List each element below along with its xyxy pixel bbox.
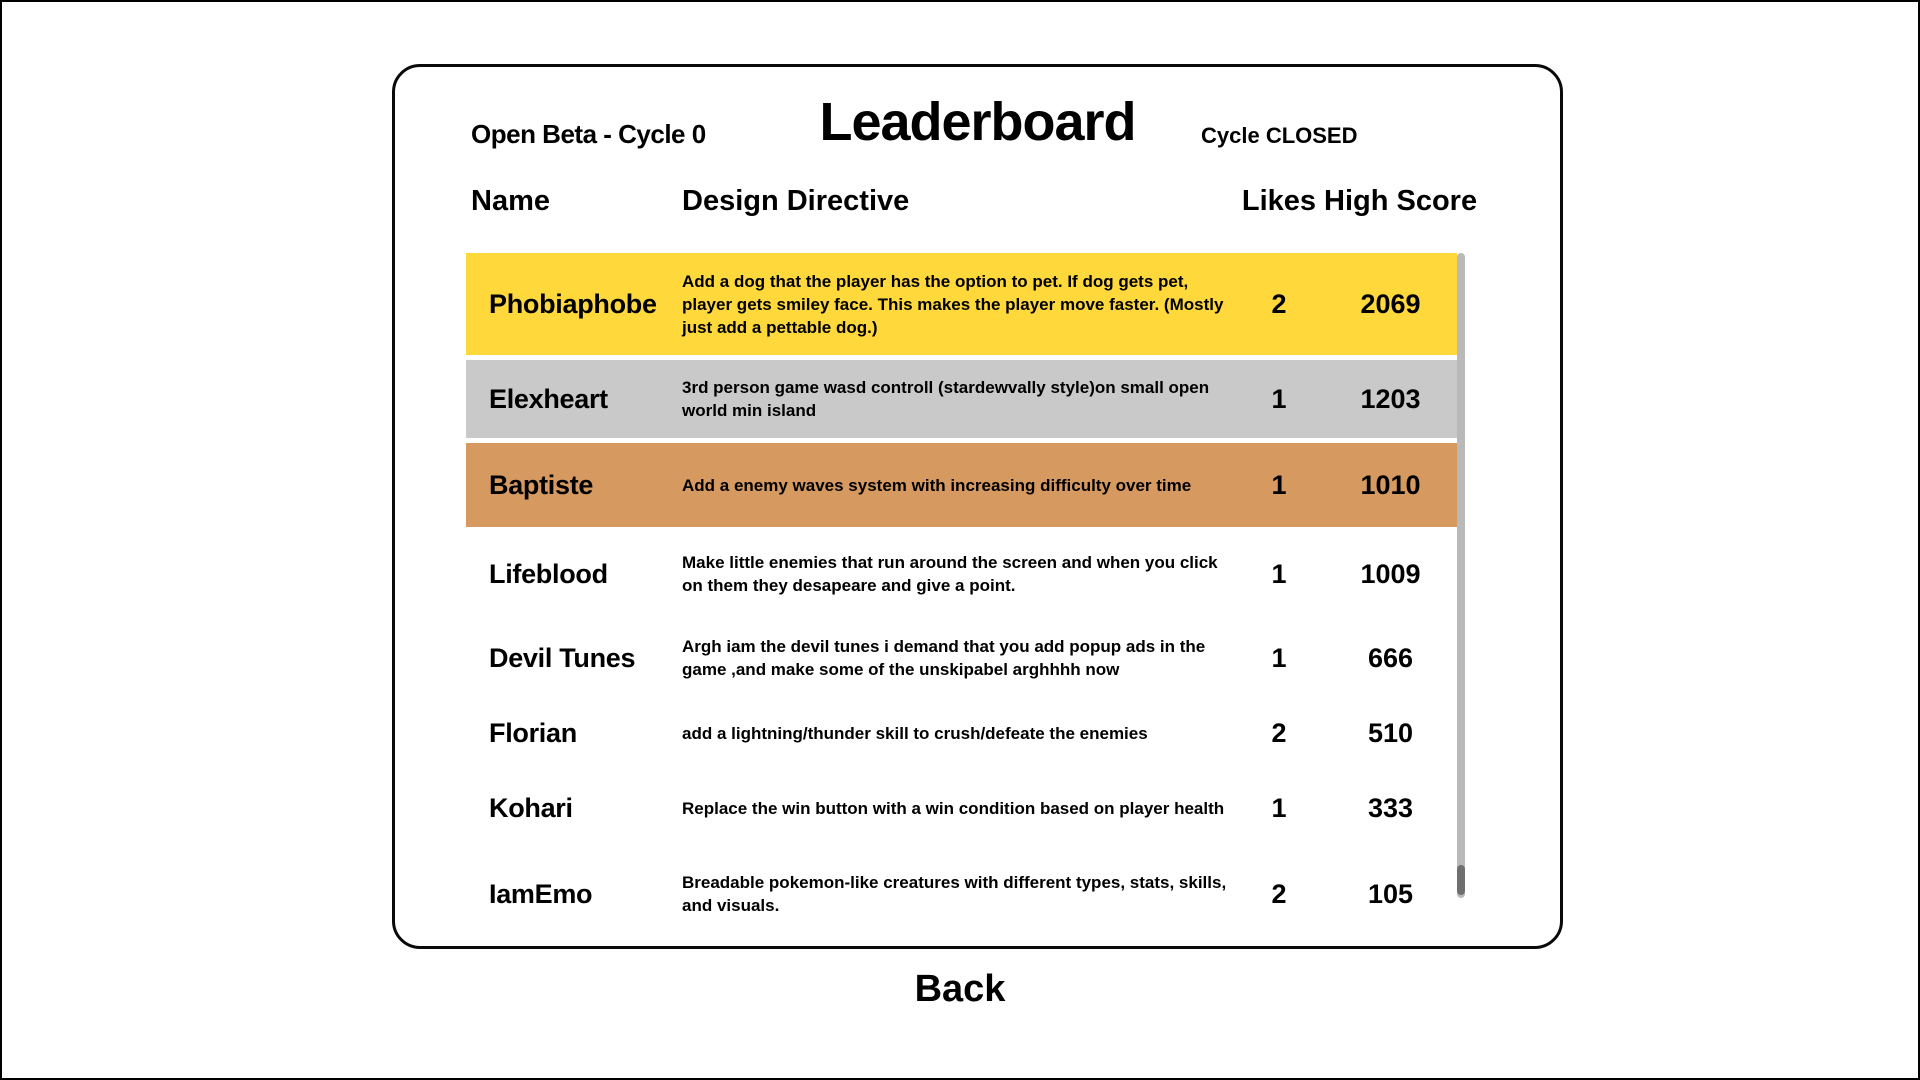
- design-directive-text: add a lightning/thunder skill to crush/defeate the enemies: [682, 723, 1148, 743]
- player-name: Phobiaphobe: [489, 288, 657, 319]
- design-directive-text: Breadable pokemon-like creatures with different types, stats, skills, and visuals.: [682, 873, 1227, 915]
- scrollbar-thumb[interactable]: [1457, 865, 1465, 895]
- player-name: Lifeblood: [489, 558, 608, 589]
- likes-value: 2: [1271, 878, 1287, 909]
- likes-value: 2: [1271, 288, 1287, 319]
- table-row: [466, 253, 1457, 355]
- table-row: [466, 360, 1457, 438]
- design-directive-text: Add a dog that the player has the option to pet. If dog gets pet, player gets smiley face. This makes the player move faster. (Mostly just add a pettable dog.): [682, 271, 1224, 337]
- player-name: Baptiste: [489, 469, 594, 500]
- table-header: [466, 185, 1478, 218]
- table-row: [466, 532, 1457, 616]
- design-directive-text: Add a enemy waves system with increasing difficulty over time: [682, 475, 1192, 495]
- back-button[interactable]: Back: [914, 968, 1006, 1010]
- cycle-status-badge: Cycle CLOSED: [1201, 123, 1358, 148]
- table-row: [466, 616, 1457, 700]
- column-header-name: Name: [471, 185, 550, 217]
- table-row: [466, 850, 1457, 938]
- high-score-value: 1010: [1360, 469, 1421, 500]
- design-directive-text: Argh iam the devil tunes i demand that you add popup ads in the game ,and make some of the unskipabel arghhhh now: [682, 637, 1206, 679]
- high-score-value: 1009: [1360, 558, 1421, 589]
- high-score-value: 333: [1367, 792, 1414, 823]
- table-row: [466, 766, 1457, 850]
- likes-value: 1: [1271, 383, 1287, 414]
- design-directive-text: 3rd person game wasd controll (stardewvally style)on small open world min island: [682, 378, 1210, 420]
- column-header-high-score: High Score: [1324, 185, 1478, 217]
- design-directive-text: Make little enemies that run around the screen and when you click on them they desapeare and give a point.: [682, 553, 1218, 595]
- design-directive-text: Replace the win button with a win condition based on player health: [682, 798, 1225, 818]
- table-row: [466, 700, 1457, 766]
- likes-value: 1: [1271, 469, 1287, 500]
- leaderboard-panel: [392, 64, 1563, 949]
- likes-value: 1: [1271, 792, 1287, 823]
- page-title: Leaderboard: [819, 92, 1136, 152]
- column-header-likes: Likes: [1241, 185, 1317, 217]
- likes-value: 1: [1271, 558, 1287, 589]
- column-header-design-directive: Design Directive: [682, 185, 910, 217]
- player-name: Florian: [489, 717, 577, 748]
- high-score-value: 1203: [1360, 383, 1421, 414]
- scrollbar-track[interactable]: [1457, 253, 1465, 898]
- leaderboard-rows: [466, 253, 1457, 938]
- player-name: Elexheart: [489, 383, 608, 414]
- high-score-value: 2069: [1360, 288, 1421, 319]
- player-name: Kohari: [489, 792, 573, 823]
- high-score-value: 666: [1367, 642, 1414, 673]
- table-row: [466, 443, 1457, 527]
- cycle-label: Open Beta - Cycle 0: [471, 119, 706, 149]
- likes-value: 1: [1271, 642, 1287, 673]
- player-name: IamEmo: [489, 878, 593, 909]
- high-score-value: 510: [1367, 717, 1414, 748]
- high-score-value: 105: [1367, 878, 1414, 909]
- likes-value: 2: [1271, 717, 1287, 748]
- player-name: Devil Tunes: [489, 642, 636, 673]
